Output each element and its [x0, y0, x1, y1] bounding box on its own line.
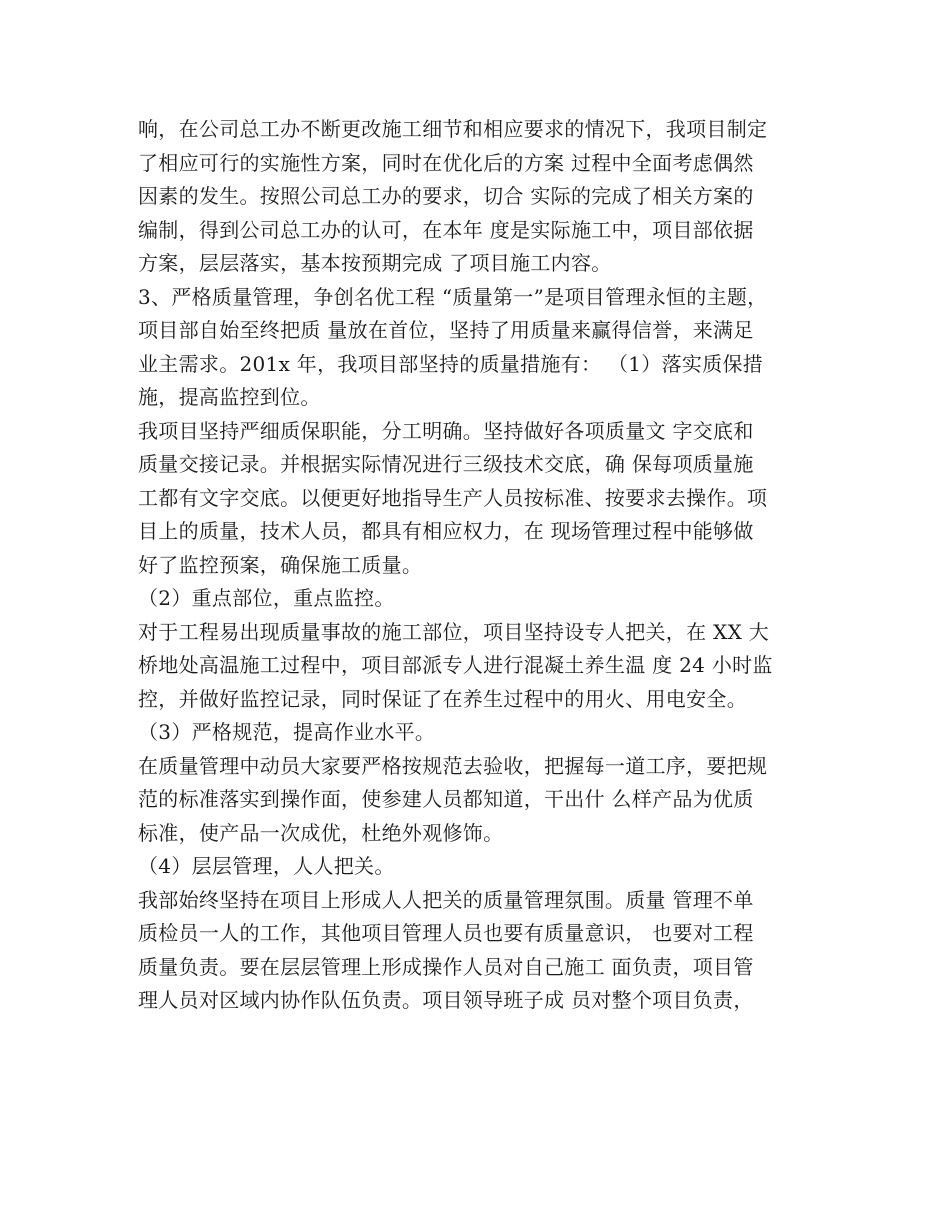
- text-line: 质检员一人的工作，其他项目管理人员也要有质量意识， 也要对工程: [138, 921, 754, 945]
- text-line: 响，在公司总工办不断更改施工细节和相应要求的情况下，我项目制定: [138, 117, 768, 141]
- document-body: [138, 113, 828, 1018]
- text-line: 理人员对区域内协作队伍负责。项目领导班子成 员对整个项目负责，: [138, 988, 754, 1012]
- subheading-line: （2）重点部位，重点监控。: [138, 586, 395, 610]
- section-heading-line: 3、严格质量管理，争创名优工程 “质量第一”是项目管理永恒的主题，: [138, 284, 768, 309]
- subheading-line: （3）严格规范，提高作业水平。: [138, 720, 436, 744]
- text-line: 施，提高监控到位。: [138, 385, 321, 409]
- subheading-line: （4）层层管理，人人把关。: [138, 854, 395, 878]
- text-line: 我项目坚持严细质保职能，分工明确。坚持做好各项质量文 字交底和: [138, 418, 754, 443]
- text-line: 业主需求。201x 年，我项目部坚持的质量措施有： （1）落实质保措: [138, 351, 764, 376]
- text-line: 我部始终坚持在项目上形成人人把关的质量管理氛围。质量 管理不单: [138, 887, 754, 912]
- text-line: 项目部自始至终把质 量放在首位，坚持了用质量来赢得信誉，来满足: [138, 318, 754, 342]
- text-line: 桥地处高温施工过程中，项目部派专人进行混凝土养生温 度 24 小时监: [138, 653, 773, 677]
- text-line: 控，并做好监控记录，同时保证了在养生过程中的用火、用电安全。: [138, 686, 747, 711]
- text-line: 质量负责。要在层层管理上形成操作人员对自己施工 面负责，项目管: [138, 954, 754, 979]
- text-line: 质量交接记录。并根据实际情况进行三级技术交底，确 保每项质量施: [138, 452, 754, 476]
- text-line: 标准，使产品一次成优，杜绝外观修饰。: [138, 820, 504, 845]
- text-line: 在质量管理中动员大家要严格按规范去验收，把握每一道工序，要把规: [138, 753, 768, 778]
- text-line: 目上的质量，技术人员，都具有相应权力，在 现场管理过程中能够做: [138, 519, 754, 543]
- text-line: 了相应可行的实施性方案，同时在优化后的方案 过程中全面考虑偶然: [138, 150, 754, 175]
- text-line: 方案，层层落实，基本按预期完成 了项目施工内容。: [138, 251, 612, 275]
- text-line: 好了监控预案，确保施工质量。: [138, 552, 423, 577]
- text-line: 工都有文字交底。以便更好地指导生产人员按标准、按要求去操作。项: [138, 485, 768, 510]
- text-line: 因素的发生。按照公司总工办的要求，切合 实际的完成了相关方案的: [138, 184, 754, 208]
- text-line: 编制，得到公司总工办的认可，在本年 度是实际施工中，项目部依据: [138, 217, 754, 242]
- text-line: 对于工程易出现质量事故的施工部位，项目坚持设专人把关，在 XX 大: [138, 619, 770, 644]
- text-line: 范的标准落实到操作面，使参建人员都知道，干出什 么样产品为优质: [138, 787, 754, 811]
